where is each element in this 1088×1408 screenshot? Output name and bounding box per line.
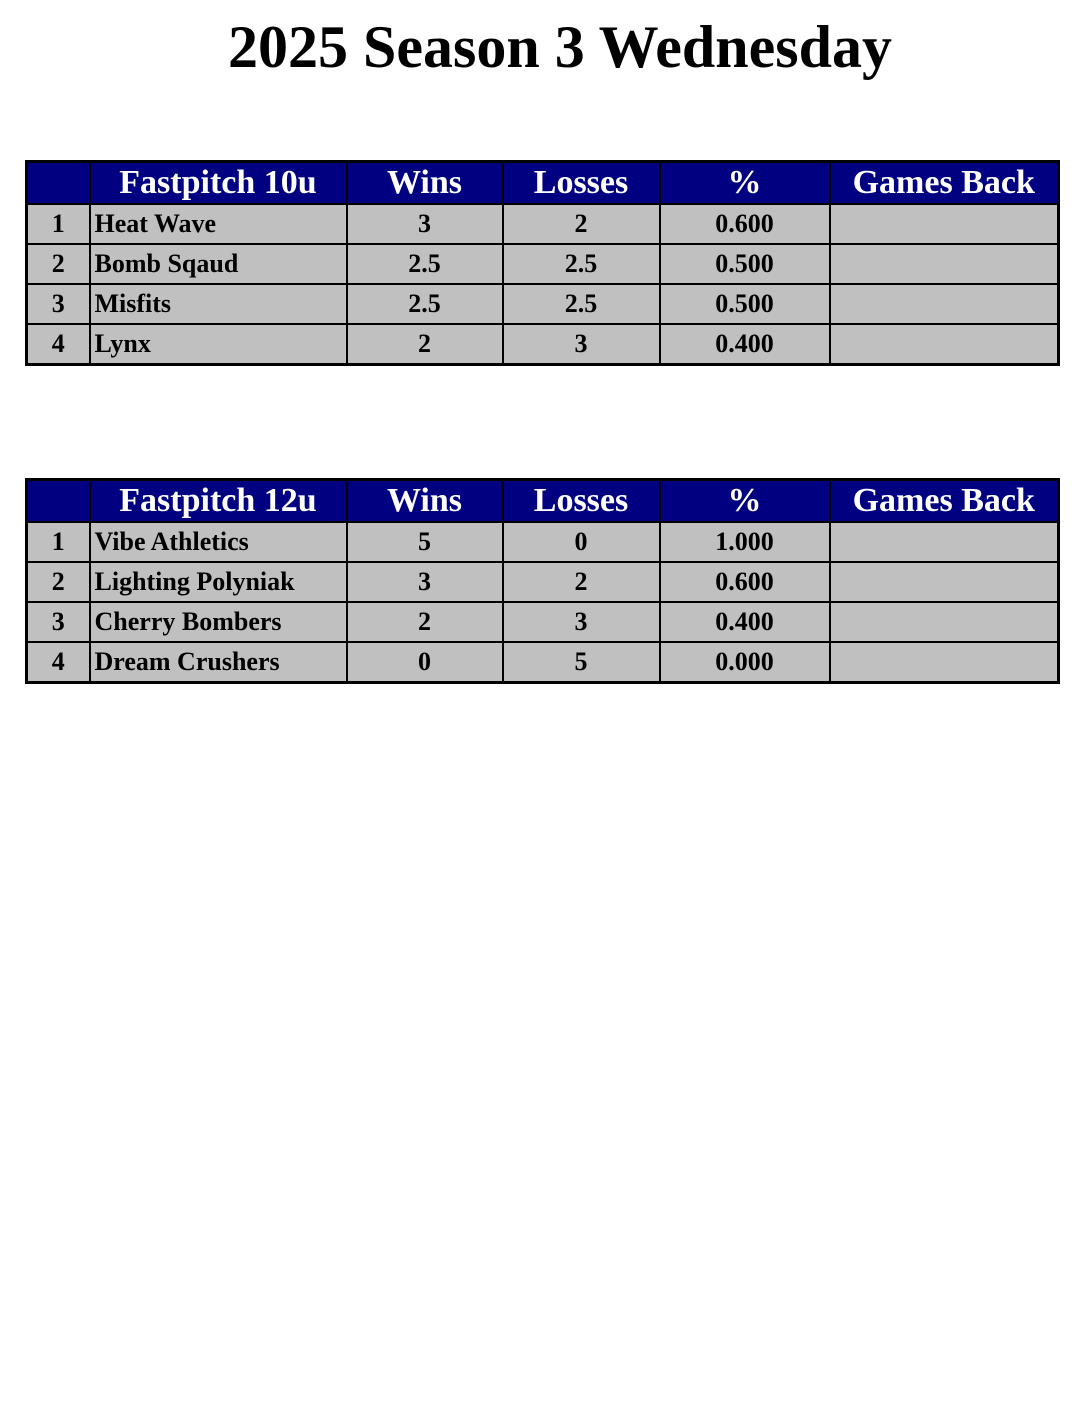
pct-cell: 0.600 bbox=[660, 562, 830, 602]
table-row bbox=[27, 244, 1059, 284]
losses-cell: 2 bbox=[503, 204, 660, 244]
table-row bbox=[27, 204, 1059, 244]
table-row bbox=[27, 602, 1059, 642]
games-back-cell bbox=[830, 284, 1059, 324]
losses-cell: 3 bbox=[503, 324, 660, 365]
header-row bbox=[27, 480, 1059, 523]
pct-cell: 1.000 bbox=[660, 522, 830, 562]
pct-header: % bbox=[660, 480, 830, 523]
games-back-cell bbox=[830, 522, 1059, 562]
rank-cell: 2 bbox=[27, 244, 90, 284]
games-back-cell bbox=[830, 204, 1059, 244]
rank-cell: 3 bbox=[27, 602, 90, 642]
rank-cell: 1 bbox=[27, 522, 90, 562]
pct-cell: 0.400 bbox=[660, 324, 830, 365]
table-row bbox=[27, 324, 1059, 365]
division-header: Fastpitch 10u bbox=[90, 162, 347, 205]
losses-cell: 5 bbox=[503, 642, 660, 683]
wins-cell: 5 bbox=[347, 522, 503, 562]
table-row bbox=[27, 642, 1059, 683]
standings-table-10u bbox=[25, 160, 1060, 366]
pct-cell: 0.000 bbox=[660, 642, 830, 683]
wins-cell: 2 bbox=[347, 324, 503, 365]
team-cell: Heat Wave bbox=[90, 204, 347, 244]
rank-header bbox=[27, 162, 90, 205]
team-cell: Misfits bbox=[90, 284, 347, 324]
losses-header: Losses bbox=[503, 162, 660, 205]
games-back-cell bbox=[830, 244, 1059, 284]
rank-header bbox=[27, 480, 90, 523]
games-back-header: Games Back bbox=[830, 480, 1059, 523]
wins-cell: 3 bbox=[347, 204, 503, 244]
team-cell: Dream Crushers bbox=[90, 642, 347, 683]
losses-cell: 2.5 bbox=[503, 244, 660, 284]
games-back-cell bbox=[830, 324, 1059, 365]
games-back-cell bbox=[830, 642, 1059, 683]
team-cell: Bomb Sqaud bbox=[90, 244, 347, 284]
rank-cell: 4 bbox=[27, 324, 90, 365]
wins-header: Wins bbox=[347, 480, 503, 523]
games-back-cell bbox=[830, 562, 1059, 602]
wins-cell: 0 bbox=[347, 642, 503, 683]
team-cell: Lighting Polyniak bbox=[90, 562, 347, 602]
team-cell: Cherry Bombers bbox=[90, 602, 347, 642]
rank-cell: 2 bbox=[27, 562, 90, 602]
losses-cell: 0 bbox=[503, 522, 660, 562]
rank-cell: 3 bbox=[27, 284, 90, 324]
pct-cell: 0.500 bbox=[660, 284, 830, 324]
rank-cell: 1 bbox=[27, 204, 90, 244]
wins-cell: 3 bbox=[347, 562, 503, 602]
wins-header: Wins bbox=[347, 162, 503, 205]
pct-cell: 0.600 bbox=[660, 204, 830, 244]
wins-cell: 2.5 bbox=[347, 244, 503, 284]
team-cell: Lynx bbox=[90, 324, 347, 365]
losses-cell: 2 bbox=[503, 562, 660, 602]
table-row bbox=[27, 284, 1059, 324]
losses-cell: 2.5 bbox=[503, 284, 660, 324]
header-row bbox=[27, 162, 1059, 205]
games-back-cell bbox=[830, 602, 1059, 642]
losses-header: Losses bbox=[503, 480, 660, 523]
standings-table-12u bbox=[25, 478, 1060, 684]
table-row bbox=[27, 562, 1059, 602]
table-row bbox=[27, 522, 1059, 562]
rank-cell: 4 bbox=[27, 642, 90, 683]
pct-cell: 0.500 bbox=[660, 244, 830, 284]
wins-cell: 2.5 bbox=[347, 284, 503, 324]
team-cell: Vibe Athletics bbox=[90, 522, 347, 562]
wins-cell: 2 bbox=[347, 602, 503, 642]
losses-cell: 3 bbox=[503, 602, 660, 642]
pct-cell: 0.400 bbox=[660, 602, 830, 642]
games-back-header: Games Back bbox=[830, 162, 1059, 205]
division-header: Fastpitch 12u bbox=[90, 480, 347, 523]
pct-header: % bbox=[660, 162, 830, 205]
page-title: 2025 Season 3 Wednesday bbox=[227, 14, 893, 80]
